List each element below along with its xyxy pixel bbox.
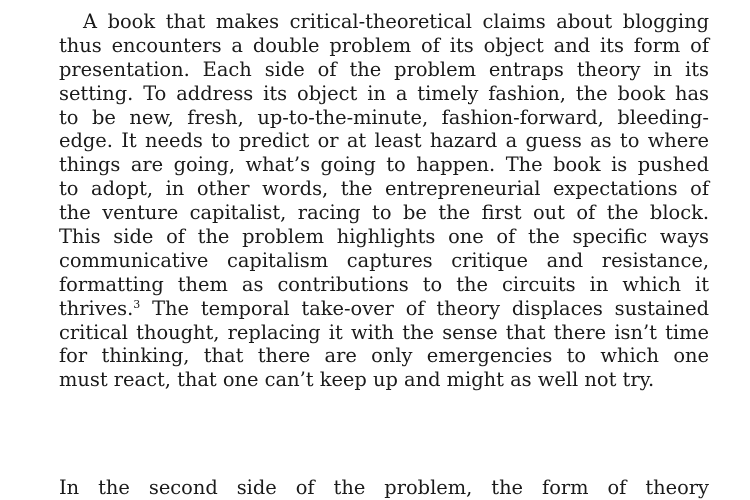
text-line-14: critical thought, replacing it with the sense that there isn’t time <box>59 320 709 344</box>
text-line-15: for thinking, that there are only emergencies to which one <box>59 344 709 368</box>
text-line-3: presentation. Each side of the problem entraps theory in its <box>59 57 709 81</box>
clipped-next-line: In the second side of the problem, the form of theory <box>59 476 709 499</box>
text-line-13 <box>59 297 709 321</box>
text-line-12: formatting them as contributions to the circuits in which it <box>59 272 709 296</box>
text-line-5: to be new, fresh, up-to-the-minute, fashion-forward, bleeding- <box>59 105 709 129</box>
text-line-4: setting. To address its object in a timely fashion, the book has <box>59 81 709 105</box>
text-line-9: the venture capitalist, racing to be the first out of the block. <box>59 201 709 225</box>
text-line-7: things are going, what’s going to happen. The book is pushed <box>59 153 709 177</box>
text-line-13-end: The temporal take-over of theory displaces sustained <box>140 296 709 320</box>
body-paragraph <box>59 10 709 392</box>
footnote-marker[interactable]: 3 <box>133 297 141 311</box>
text-line-13-start: thrives. <box>59 296 134 320</box>
text-line-6: edge. It needs to predict or at least hazard a guess as to where <box>59 129 709 153</box>
text-line-2: thus encounters a double problem of its object and its form of <box>59 33 709 57</box>
text-line-11: communicative capitalism captures critique and resistance, <box>59 248 709 272</box>
text-line-10: This side of the problem highlights one of the specific ways <box>59 225 709 249</box>
text-line-1: A book that makes critical-theoretical claims about blogging <box>83 10 709 33</box>
text-line-16: must react, that one can’t keep up and might as well not try. <box>59 368 655 392</box>
text-line-8: to adopt, in other words, the entrepreneurial expectations of <box>59 177 709 201</box>
